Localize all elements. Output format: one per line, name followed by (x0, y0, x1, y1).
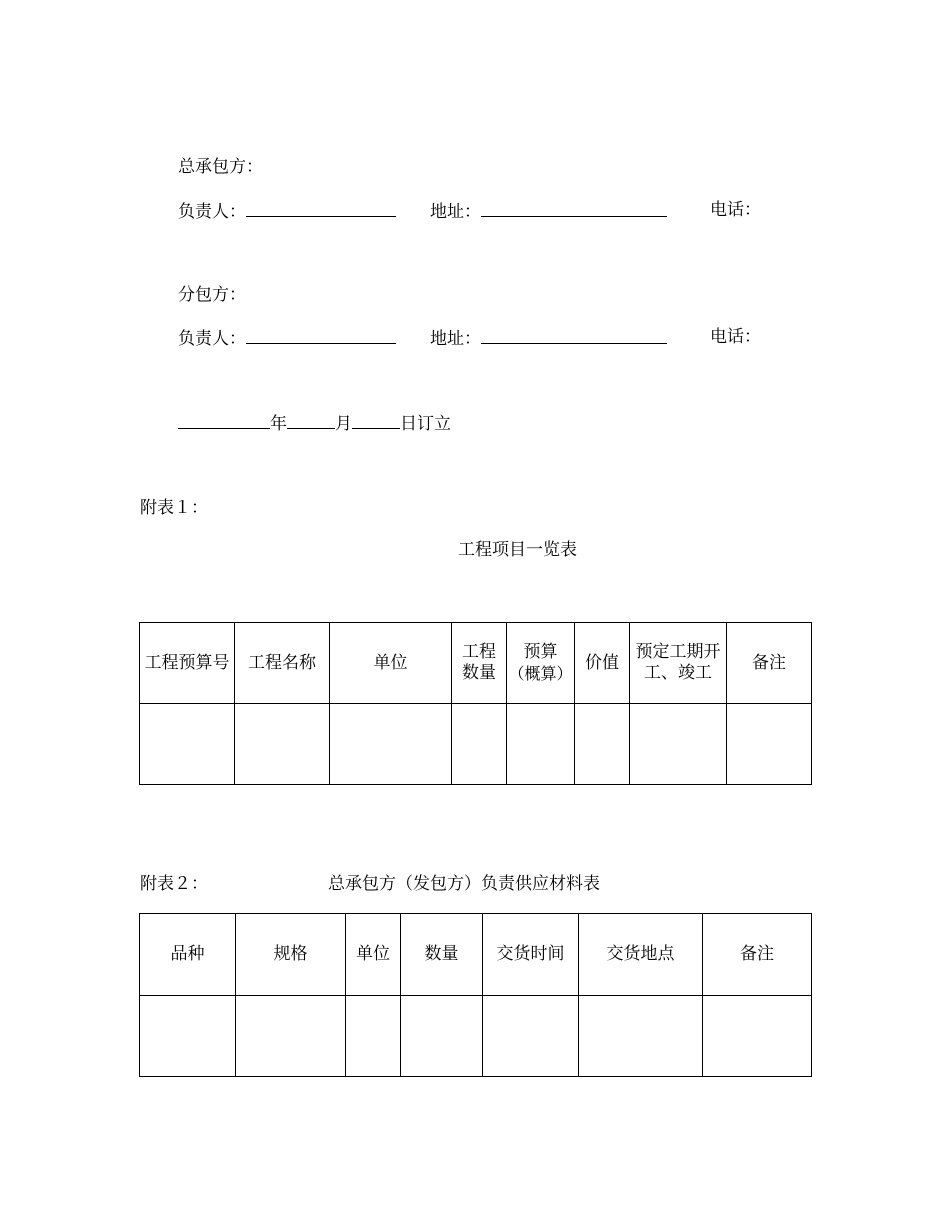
phone-label: 电话： (710, 327, 761, 347)
project-list-table (139, 622, 812, 785)
header-variety: 品种 (140, 914, 236, 996)
year-label: 年 (270, 414, 287, 434)
header-period-line2: 工、竣工 (644, 663, 712, 683)
date-line (178, 412, 451, 434)
header-period-line1: 预定工期开 (635, 642, 721, 662)
table-cell[interactable] (235, 704, 330, 785)
person-blank[interactable] (246, 200, 396, 217)
header-quantity (452, 623, 507, 704)
address-blank[interactable] (481, 200, 667, 217)
table-cell[interactable] (703, 996, 812, 1077)
person-blank[interactable] (246, 327, 396, 344)
header-budget-no: 工程预算号 (140, 623, 235, 704)
header-delivery-place: 交货地点 (579, 914, 703, 996)
header-period (630, 623, 727, 704)
header-quantity: 数量 (401, 914, 483, 996)
general-contractor-info-row (178, 200, 396, 222)
header-budget-line1: 预算 (523, 641, 558, 662)
header-remarks: 备注 (703, 914, 812, 996)
appendix1-title: 工程项目一览表 (458, 540, 577, 560)
table-cell[interactable] (452, 704, 507, 785)
table-cell[interactable] (140, 704, 235, 785)
header-quantity-line2: 数量 (462, 663, 496, 683)
table-cell[interactable] (727, 704, 812, 785)
header-unit: 单位 (330, 623, 452, 704)
table-cell[interactable] (579, 996, 703, 1077)
person-label: 负责人： (178, 202, 246, 222)
appendix2-label: 附表２： (140, 874, 208, 894)
table-cell[interactable] (236, 996, 346, 1077)
table-cell[interactable] (630, 704, 727, 785)
phone-label: 电话： (710, 200, 761, 220)
header-quantity-line1: 工程 (462, 642, 496, 662)
header-delivery-time: 交货时间 (483, 914, 579, 996)
subcontractor-info-row (178, 327, 396, 349)
address-blank[interactable] (481, 327, 667, 344)
person-label: 负责人： (178, 329, 246, 349)
table-row (140, 996, 812, 1077)
table-cell[interactable] (330, 704, 452, 785)
table-cell[interactable] (140, 996, 236, 1077)
header-unit: 单位 (346, 914, 401, 996)
header-budget-line2: （概算） (508, 663, 573, 683)
general-contractor-heading: 总承包方： (178, 157, 263, 177)
header-spec: 规格 (236, 914, 346, 996)
subcontractor-address (430, 327, 667, 349)
header-remarks: 备注 (727, 623, 812, 704)
subcontractor-heading: 分包方： (178, 285, 246, 305)
month-label: 月 (335, 414, 352, 434)
table-cell[interactable] (507, 704, 575, 785)
table-cell[interactable] (346, 996, 401, 1077)
table-cell[interactable] (483, 996, 579, 1077)
header-project-name: 工程名称 (235, 623, 330, 704)
table-header-row (140, 623, 812, 704)
day-blank[interactable] (352, 412, 400, 429)
material-supply-table (139, 913, 812, 1077)
table-header-row (140, 914, 812, 996)
table-row (140, 704, 812, 785)
month-blank[interactable] (287, 412, 335, 429)
address-label: 地址： (430, 329, 481, 349)
header-value: 价值 (575, 623, 630, 704)
header-budget (507, 623, 575, 704)
table-cell[interactable] (575, 704, 630, 785)
address-label: 地址： (430, 202, 481, 222)
day-label: 日订立 (400, 414, 451, 434)
general-contractor-address (430, 200, 667, 222)
year-blank[interactable] (178, 412, 270, 429)
table-cell[interactable] (401, 996, 483, 1077)
appendix2-title: 总承包方（发包方）负责供应材料表 (328, 874, 600, 894)
appendix1-label: 附表１： (140, 498, 208, 518)
